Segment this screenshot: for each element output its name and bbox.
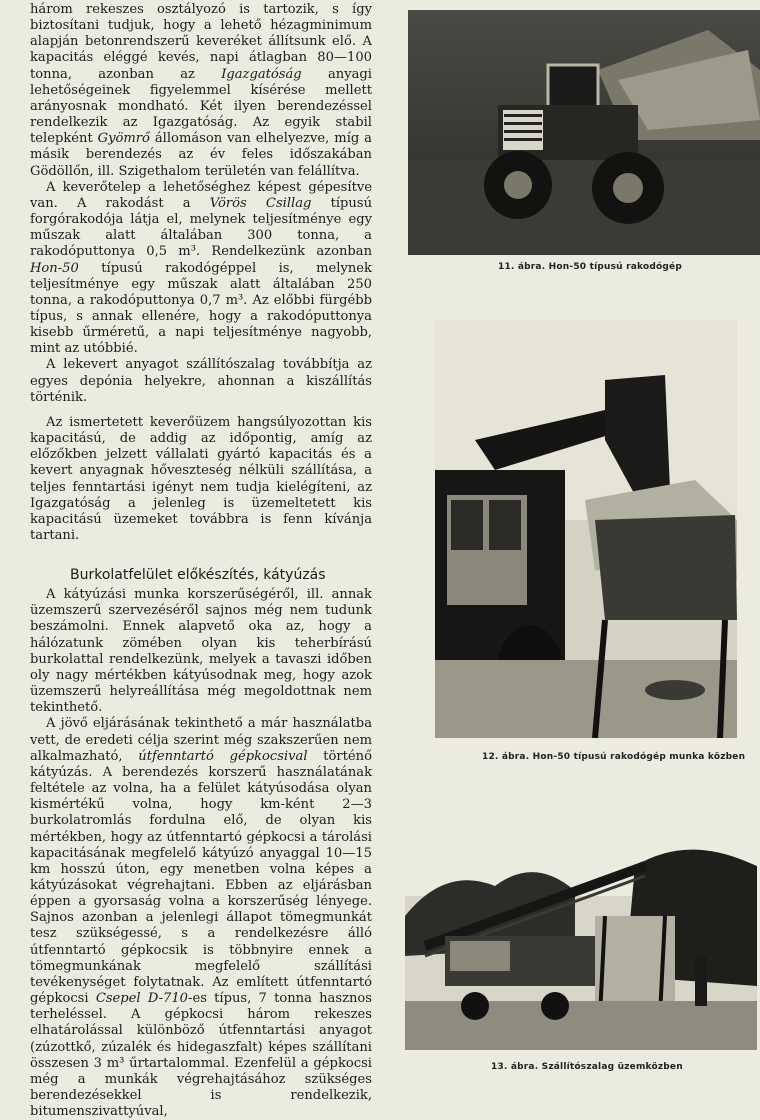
paragraph: A jövő eljárásának tekinthető a már használatba vett, de eredeti célja szerint még szakszerűen nem alkalmazható, útfenntartó gépkocsival történő kátyúzás. A berendezés korszerű használatának feltétele az volna, ha a felület kátyúsodása olyan kismértékű volna, hogy km-ként 2—3 burkolatromlás fordulna elő, de olyan kis mértékben, hogy az útfenntartó gépkocsi a tárolási kapacitásának megfelelő kátyúzó anyaggal 10—15 km hosszú úton, egy menetben volna képes a kátyúzásokat végrehajtani. Ebben az eljárásban éppen a gyorsaság volna a korszerűség lényege. Sajnos azonban a jelenlegi állapot tömegmunkát tesz szükségessé, s a rendelkezésre álló útfenntartó gépkocsik is többnyire ennek a tömegmunkának megfelelő szállítási tevékenységet folytatnak. Az említett útfenntartó gépkocsi Csepel D-710-es típus, 7 tonna hasznos terheléssel. A gépkocsi három rekeszes elhatárolással különböző útfenntartási anyagot (zúzottkő, zúzalék és hidegaszfalt) képes szállítani összesen 3 m³ űrtartalommal. Ezenfelül a gépkocsi még a munkák végrehajtásához szükséges berendezésekkel is rendelkezik, bitumenszivattyúval, (30, 716, 373, 1120)
figure-11-photo (408, 10, 760, 255)
paragraph: Az ismertetett keverőüzem hangsúlyozottan kis kapacitású, de addig az időpontig, amíg az előzőkben jelzett vállalati gyártó kapacitás és a kevert anyagnak hőveszteség nélküli szállítása, a teljes fenntartási igényt nem tudja kielégíteni, az Igazgatóság a jelenleg is üzemeltetett kis kapacitású üzemeket továbbra is fenn kívánja tartani. (30, 414, 372, 543)
figure-12-caption: 12. ábra. Hon-50 típusú rakodógép munka közben (482, 752, 746, 762)
paragraph: A lekevert anyagot szállítószalag továbbítja az egyes depónia helyekre, ahonnan a kiszállítás történik. (30, 357, 372, 405)
paragraph: három rekeszes osztályozó is tartozik, s így biztosítani tudjuk, hogy a lehető hézagminimum alapján betonrendszerű keveréket állítsunk elő. A kapacitás eléggé kevés, napi átlagban 80—100 tonna, azonban az Igazgatóság anyagi lehetőségeinek figyelemmel kísérése mellett arányosnak mondható. Két ilyen berendezéssel rendelkezik az Igazgatóság. Az egyik stabil telepként Gyömrő állomáson van elhelyezve, míg a másik berendezés az év feles időszakában Gödöllőn, ill. Szigethalom területén van felállítva. (30, 2, 372, 179)
paragraph: A kátyúzási munka korszerűségéről, ill. annak üzemszerű szervezéséről sajnos még nem tudunk beszámolni. Ennek alapvető oka az, hogy a hálózatunk zömében olyan kis teherbírású burkolattal rendelkezünk, melyek a tavaszi időben oly nagy mértékben kátyúsodnak meg, hogy azok üzemszerű helyreállítása még megoldottnak nem tekinthető. (30, 587, 372, 716)
paragraph: A keverőtelep a lehetőséghez képest gépesítve van. A rakodást a Vörös Csillag típusú forgórakodója látja el, melynek teljesítménye egy műszak alatt általában 300 tonna, a rakodóputtonya 0,5 m³. Rendelkezünk azonban Hon-50 típusú rakodógéppel is, melynek teljesítménye egy műszak alatt általában 250 tonna, a rakodóputtonya 0,7 m³. Az előbbi fürgébb típus, s annak ellenére, hogy a rakodóputtonya kisebb űrméretű, a napi teljesítménye nagyobb, mint az utóbbié. (30, 179, 372, 357)
figure-13-caption: 13. ábra. Szállítószalag üzemközben (491, 1062, 683, 1072)
section-heading: Burkolatfelület előkészítés, kátyúzás (70, 567, 326, 584)
text-column (30, 2, 372, 1120)
figure-12-photo (435, 320, 737, 738)
figure-13-photo (405, 806, 757, 1050)
figure-11-caption: 11. ábra. Hon-50 típusú rakodógép (498, 262, 682, 272)
